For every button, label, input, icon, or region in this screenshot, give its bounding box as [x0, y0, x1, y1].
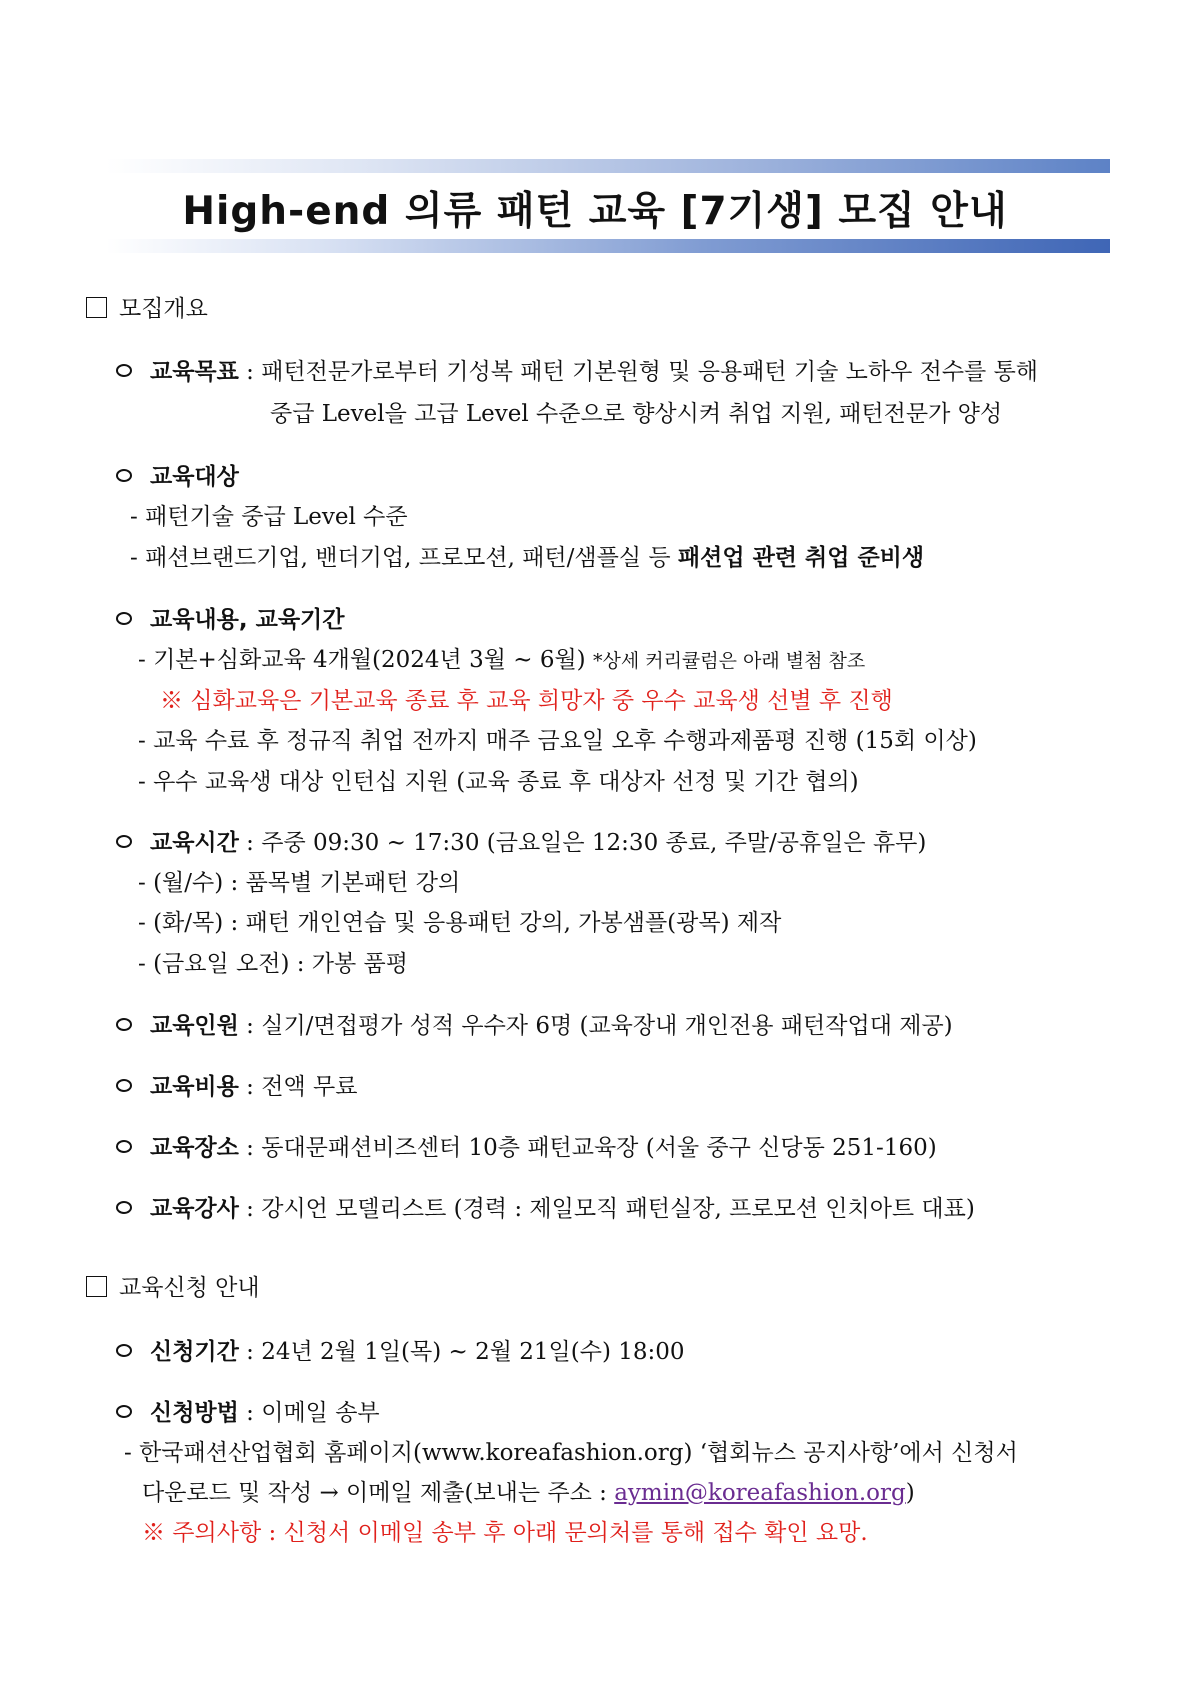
cost-value: : 전액 무료 [238, 1074, 358, 1100]
instructor-row [116, 1193, 975, 1225]
time-row [116, 827, 926, 859]
section-title: 교육신청 안내 [119, 1275, 260, 1301]
people-label: 교육인원 [150, 1013, 239, 1039]
goal-line1: 패턴전문가로부터 기성복 패턴 기본원형 및 응용패턴 기술 노하우 전수를 통해 [261, 359, 1039, 385]
section-recruitment-overview [86, 293, 208, 325]
goal-label: 교육목표 [150, 359, 239, 385]
period-value: : 24년 2월 1일(목) ~ 2월 21일(수) 18:00 [238, 1339, 685, 1365]
time-item3: - (금요일 오전) : 가봉 품평 [138, 951, 408, 977]
email-link[interactable]: aymin@koreafashion.org [614, 1480, 906, 1506]
content-item2: - 교육 수료 후 정규직 취업 전까지 매주 금요일 오후 수행과제품평 진행 (15회 이상) [138, 728, 977, 754]
square-bullet-icon [86, 1276, 107, 1297]
circle-bullet-icon [116, 1079, 132, 1092]
method-line2-suffix: ) [905, 1480, 915, 1506]
content-red-note: ※ 심화교육은 기본교육 종료 후 교육 희망자 중 우수 교육생 선별 후 진행 [160, 688, 893, 714]
circle-bullet-icon [116, 1344, 132, 1357]
circle-bullet-icon [116, 835, 132, 848]
people-value: : 실기/면접평가 성적 우수자 6명 (교육장내 개인전용 패턴작업대 제공) [238, 1013, 953, 1039]
content-item1 [138, 644, 865, 677]
method-value: : 이메일 송부 [238, 1400, 380, 1426]
circle-bullet-icon [116, 1018, 132, 1031]
content-item1-note: *상세 커리큘럼은 아래 별첨 참조 [592, 650, 866, 672]
circle-bullet-icon [116, 612, 132, 625]
section-application-info [86, 1272, 260, 1304]
target-item2-text: - 패션브랜드기업, 밴더기업, 프로모션, 패턴/샘플실 등 [130, 545, 678, 571]
circle-bullet-icon [116, 1201, 132, 1214]
place-row [116, 1132, 937, 1164]
target-item1: - 패턴기술 중급 Level 수준 [130, 504, 408, 530]
content-row [116, 604, 345, 636]
title-top-gradient-bar [106, 159, 1110, 173]
place-value: : 동대문패션비즈센터 10층 패턴교육장 (서울 중구 신당동 251-160) [238, 1135, 937, 1161]
section-title: 모집개요 [119, 296, 208, 322]
time-item1: - (월/수) : 품목별 기본패턴 강의 [138, 870, 461, 896]
time-item2: - (화/목) : 패턴 개인연습 및 응용패턴 강의, 가봉샘플(광목) 제작 [138, 910, 782, 936]
content-item1-text: - 기본+심화교육 4개월(2024년 3월 ~ 6월) [138, 647, 593, 673]
circle-bullet-icon [116, 1405, 132, 1418]
title-bottom-gradient-bar [106, 239, 1110, 253]
instructor-value: : 강시언 모델리스트 (경력 : 제일모직 패턴실장, 프로모션 인치아트 대표) [238, 1196, 975, 1222]
period-label: 신청기간 [150, 1339, 239, 1365]
content-item3: - 우수 교육생 대상 인턴십 지원 (교육 종료 후 대상자 선정 및 기간 협의) [138, 769, 859, 795]
goal-row [116, 356, 1038, 388]
cost-row [116, 1071, 357, 1103]
period-row [116, 1336, 685, 1368]
target-item2 [130, 542, 924, 574]
circle-bullet-icon [116, 364, 132, 377]
method-line2 [142, 1477, 915, 1509]
target-row [116, 461, 239, 493]
content-label: 교육내용, 교육기간 [150, 607, 345, 633]
target-label: 교육대상 [150, 464, 239, 490]
circle-bullet-icon [116, 1140, 132, 1153]
place-label: 교육장소 [150, 1135, 239, 1161]
page-title: High-end 의류 패턴 교육 [7기생] 모집 안내 [182, 189, 1008, 234]
instructor-label: 교육강사 [150, 1196, 239, 1222]
method-row [116, 1397, 380, 1429]
target-item2-bold: 패션업 관련 취업 준비생 [677, 545, 925, 571]
goal-line2: 중급 Level을 고급 Level 수준으로 향상시켜 취업 지원, 패턴전문가 양성 [270, 401, 1003, 427]
time-value: : 주중 09:30 ~ 17:30 (금요일은 12:30 종료, 주말/공휴일은 휴무) [238, 830, 927, 856]
people-row [116, 1010, 953, 1042]
circle-bullet-icon [116, 469, 132, 482]
method-label: 신청방법 [150, 1400, 239, 1426]
time-label: 교육시간 [150, 830, 239, 856]
cost-label: 교육비용 [150, 1074, 239, 1100]
square-bullet-icon [86, 297, 107, 318]
goal-sep: : [238, 359, 262, 385]
method-line2-text: 다운로드 및 작성 → 이메일 제출(보내는 주소 : [142, 1480, 615, 1506]
method-red-note: ※ 주의사항 : 신청서 이메일 송부 후 아래 문의처를 통해 접수 확인 요망. [142, 1520, 868, 1546]
method-line1: - 한국패션산업협회 홈페이지(www.koreafashion.org) ‘협회뉴스 공지사항’에서 신청서 [124, 1440, 1018, 1466]
